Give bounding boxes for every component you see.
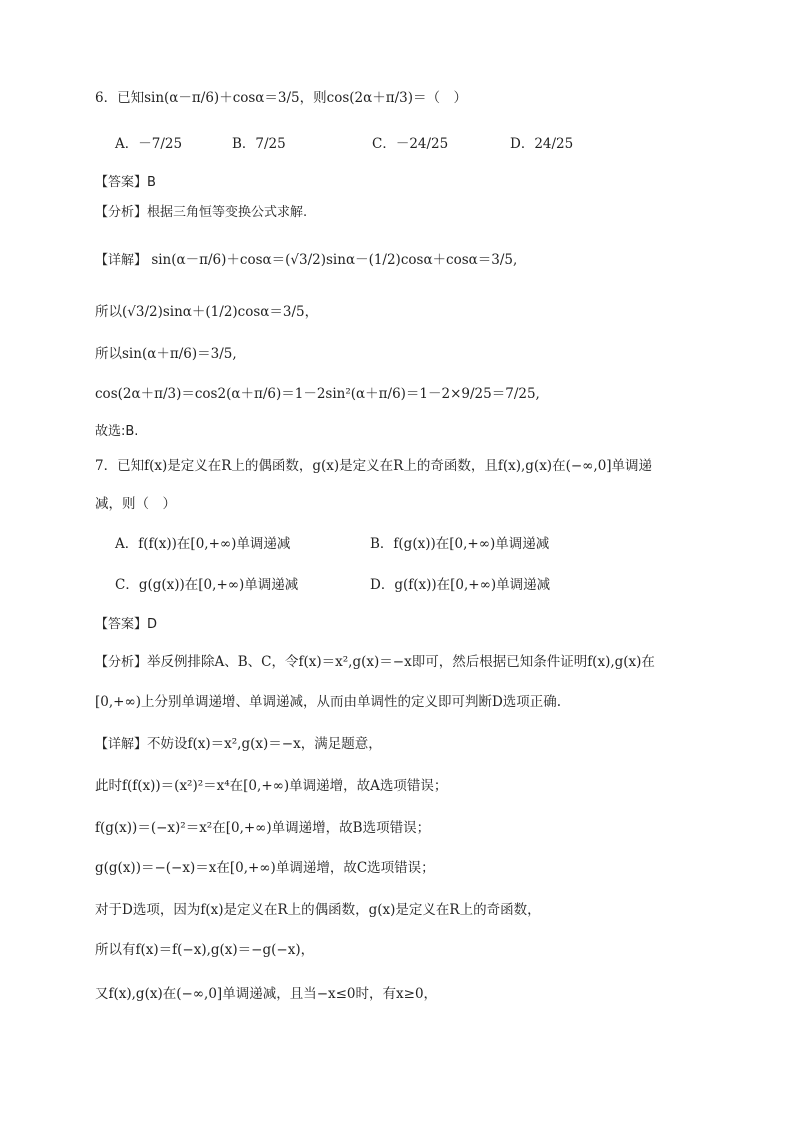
q6-option-b: B．7/25 [232,136,286,152]
q6-option-c: C．－24/25 [372,136,449,152]
q7-detail-line-4: g(g(x))＝−(−x)＝x在[0,+∞)单调递增，故C选项错误； [95,860,435,876]
q7-detail-line-2: 此时f(f(x))＝(x²)²＝x⁴在[0,+∞)单调递增，故A选项错误； [95,778,448,794]
q6-detail-line-2: 所以(√3/2)sinα＋(1/2)cosα＝3/5， [95,304,319,320]
analysis-text: 举反例排除A、B、C，令f(x)＝x²,g(x)＝−x即可，然后根据已知条件证明f(x),g(x)在 [147,654,655,670]
q7-detail-line-3: f(g(x))＝(−x)²＝x²在[0,+∞)单调递增，故B选项错误； [95,820,431,836]
answer-value: B [147,175,156,190]
q7-answer [95,614,157,635]
q7-option-c: C．g(g(x))在[0,+∞)单调递减 [115,577,299,593]
analysis-tag: 【分析】 [95,655,148,670]
q7-detail-line-6: 所以有f(x)＝f(−x),g(x)＝−g(−x)， [95,942,315,958]
q6-answer [95,172,156,193]
q6-detail-line-4: cos(2α＋π/3)＝cos2(α＋π/6)＝1－2sin²(α＋π/6)＝1－2×9/25＝7/25, [95,386,540,402]
q6-option-a: A．－7/25 [115,136,183,152]
q6-analysis [95,202,307,223]
q7-option-b: B．f(g(x))在[0,+∞)单调递减 [370,536,550,552]
q7-option-a: A．f(f(x))在[0,+∞)单调递减 [115,536,291,552]
q7-stem-line-1: 7．已知f(x)是定义在R上的偶函数，g(x)是定义在R上的奇函数，且f(x),g(x)在(−∞,0]单调递 [95,458,653,474]
q7-detail-line-1 [95,734,382,755]
answer-tag: 【答案】 [95,175,148,190]
q6-stem: 6．已知sin(α－π/6)＋cosα＝3/5，则cos(2α＋π/3)＝（ ） [95,90,468,106]
q6-detail-line-5: 故选:B. [95,424,139,439]
detail-tag: 【详解】 [95,253,148,268]
q6-detail-line-1 [95,250,517,271]
q7-option-d: D．g(f(x))在[0,+∞)单调递减 [370,577,551,593]
q7-detail-line-5: 对于D选项，因为f(x)是定义在R上的偶函数，g(x)是定义在R上的奇函数， [95,902,541,918]
q7-analysis-line-1 [95,652,655,673]
answer-tag: 【答案】 [95,617,148,632]
detail-text: 不妨设f(x)＝x²,g(x)＝−x，满足题意， [147,736,382,752]
q7-analysis-line-2: [0,+∞)上分别单调递增、单调递减，从而由单调性的定义即可判断D选项正确. [95,694,562,710]
q7-detail-line-7: 又f(x),g(x)在(−∞,0]单调递减，且当−x≤0时，有x≥0， [95,986,438,1002]
q7-stem-line-2: 减，则（ ） [95,496,176,512]
q6-option-d: D．24/25 [510,136,574,152]
q6-detail-line-3: 所以sin(α＋π/6)＝3/5, [95,346,237,362]
answer-value: D [147,617,158,632]
detail-text: sin(α－π/6)＋cosα＝(√3/2)sinα－(1/2)cosα＋cosα＝3/5, [151,252,518,268]
analysis-tag: 【分析】 [95,205,148,220]
detail-tag: 【详解】 [95,737,148,752]
analysis-text: 根据三角恒等变换公式求解. [147,205,308,220]
